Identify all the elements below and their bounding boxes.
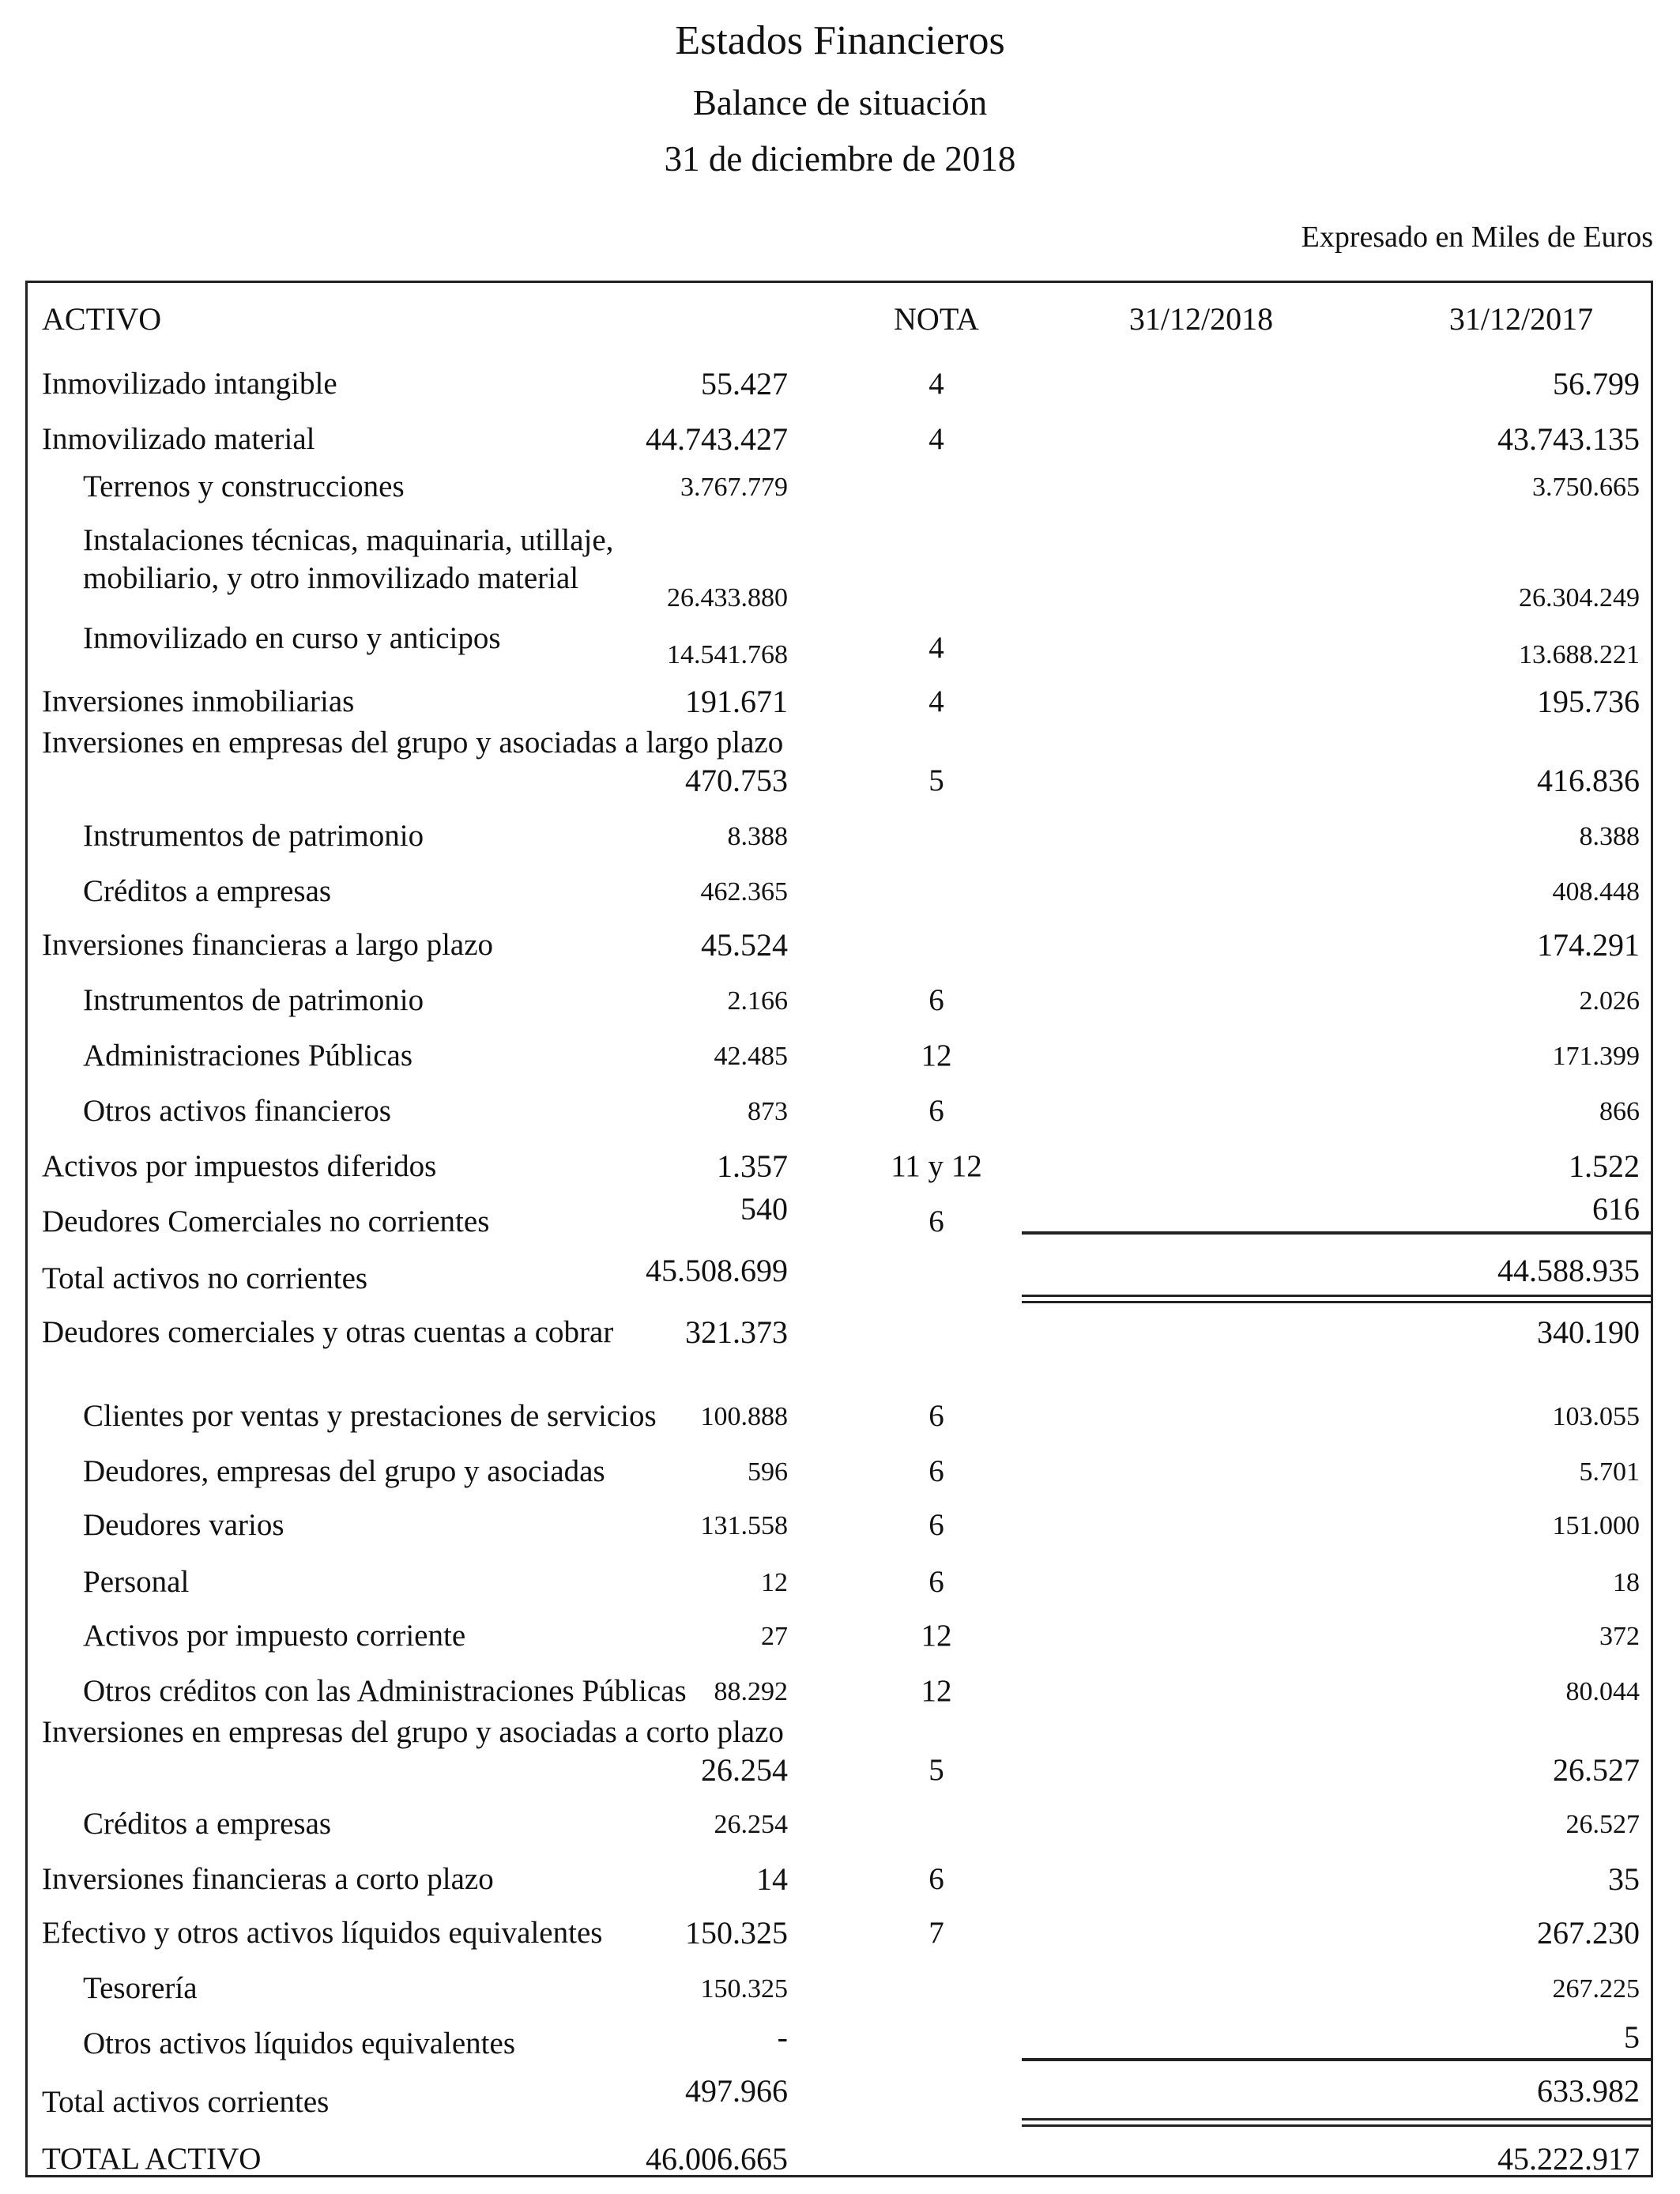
row-nota: 4 xyxy=(929,684,944,718)
header-2017: 31/12/2017 xyxy=(1448,301,1594,337)
row-label: Instalaciones técnicas, maquinaria, utillaje, mobiliario, y otro inmovilizado material xyxy=(83,523,614,595)
row-value-2018: 873 xyxy=(748,1097,788,1126)
total-underline xyxy=(1357,1301,1651,1303)
row-value-2017: 45.222.917 xyxy=(1497,2141,1640,2177)
row-value-2018: 100.888 xyxy=(700,1402,788,1431)
row-label: Instrumentos de patrimonio xyxy=(83,819,424,853)
header-2018: 31/12/2018 xyxy=(1128,301,1274,337)
row-nota: 4 xyxy=(929,631,944,665)
row-value-2017: 408.448 xyxy=(1552,877,1640,907)
row-label: Activos por impuestos diferidos xyxy=(42,1149,437,1183)
row-value-2018: 596 xyxy=(748,1457,788,1487)
document-title: Estados Financieros xyxy=(675,18,1005,63)
total-underline xyxy=(1357,2118,1651,2120)
row-value-2017: 44.588.935 xyxy=(1497,1253,1640,1288)
row-label: Inmovilizado en curso y anticipos xyxy=(83,621,501,655)
row-value-2018: - xyxy=(777,2019,788,2055)
row-nota: 6 xyxy=(929,983,944,1017)
row-label: Deudores varios xyxy=(83,1508,284,1542)
units-note: Expresado en Miles de Euros xyxy=(1301,221,1653,254)
row-value-2017: 43.743.135 xyxy=(1497,421,1640,457)
row-nota: 6 xyxy=(929,1454,944,1488)
row-value-2018: 44.743.427 xyxy=(646,421,788,457)
row-value-2017: 3.750.665 xyxy=(1532,473,1640,502)
row-value-2017: 5 xyxy=(1624,2019,1640,2055)
row-value-2018: 26.254 xyxy=(714,1810,788,1839)
row-value-2018: 191.671 xyxy=(685,684,788,719)
row-value-2018: 150.325 xyxy=(700,1974,788,2004)
row-value-2018: 131.558 xyxy=(700,1511,788,1540)
total-underline xyxy=(1022,1301,1369,1303)
row-value-2018: 26.433.880 xyxy=(667,583,788,613)
row-value-2017: 56.799 xyxy=(1553,366,1640,401)
row-nota: 6 xyxy=(929,1508,944,1542)
row-nota: 7 xyxy=(929,1916,944,1950)
row-value-2018: 42.485 xyxy=(714,1042,788,1071)
row-value-2018: 462.365 xyxy=(700,877,788,907)
row-value-2017: 633.982 xyxy=(1537,2073,1640,2109)
row-nota: 5 xyxy=(929,1753,944,1787)
row-value-2017: 195.736 xyxy=(1537,684,1640,719)
total-underline xyxy=(1357,2124,1651,2127)
row-nota: 6 xyxy=(929,1565,944,1599)
row-label: Inmovilizado intangible xyxy=(42,367,337,401)
row-nota: 12 xyxy=(921,1039,952,1072)
row-label: Inmovilizado material xyxy=(42,422,315,456)
row-label: Otros activos líquidos equivalentes xyxy=(83,2026,515,2060)
row-value-2018: 12 xyxy=(761,1568,788,1597)
total-underline xyxy=(1022,2118,1369,2120)
row-label: Otros activos financieros xyxy=(83,1094,391,1128)
row-label: Inversiones financieras a largo plazo xyxy=(42,928,494,962)
row-label: Total activos corrientes xyxy=(42,2085,330,2119)
row-nota: 4 xyxy=(929,367,944,401)
row-value-2017: 18 xyxy=(1613,1568,1640,1597)
row-value-2018: 26.254 xyxy=(701,1752,788,1788)
row-value-2018: 46.006.665 xyxy=(646,2141,788,2177)
row-value-2018: 540 xyxy=(740,1191,788,1227)
row-label: Instrumentos de patrimonio xyxy=(83,983,424,1017)
row-value-2018: 88.292 xyxy=(714,1677,788,1706)
row-nota: 4 xyxy=(929,422,944,456)
row-nota: 6 xyxy=(929,1862,944,1896)
row-value-2017: 35 xyxy=(1608,1861,1640,1897)
row-label: Deudores Comerciales no corrientes xyxy=(42,1204,490,1238)
row-nota: 12 xyxy=(921,1674,952,1708)
total-underline xyxy=(1022,1231,1369,1235)
row-value-2017: 151.000 xyxy=(1552,1511,1640,1540)
row-label: Otros créditos con las Administraciones Públicas xyxy=(83,1674,687,1708)
row-label: Inversiones en empresas del grupo y asociadas a largo plazo xyxy=(42,726,784,760)
row-label: TOTAL ACTIVO xyxy=(42,2142,262,2176)
row-value-2017: 8.388 xyxy=(1579,822,1640,851)
row-value-2017: 1.522 xyxy=(1569,1148,1640,1184)
header-activo: ACTIVO xyxy=(42,301,162,337)
row-value-2017: 171.399 xyxy=(1552,1042,1640,1071)
row-value-2018: 3.767.779 xyxy=(680,473,788,502)
row-value-2017: 267.230 xyxy=(1537,1915,1640,1951)
row-value-2018: 150.325 xyxy=(685,1915,788,1951)
row-label: Efectivo y otros activos líquidos equivalentes xyxy=(42,1916,603,1950)
row-nota: 5 xyxy=(929,763,944,797)
row-value-2017: 13.688.221 xyxy=(1519,640,1640,669)
row-label: Activos por impuesto corriente xyxy=(83,1619,466,1653)
row-label: Personal xyxy=(83,1565,190,1599)
balance-table xyxy=(25,281,1653,2177)
row-label: Tesorería xyxy=(83,1971,198,2005)
document-subtitle: Balance de situación xyxy=(692,83,988,123)
row-value-2017: 80.044 xyxy=(1565,1677,1640,1706)
row-label: Deudores, empresas del grupo y asociadas xyxy=(83,1454,605,1488)
row-value-2017: 866 xyxy=(1599,1097,1640,1126)
total-underline xyxy=(1022,2058,1369,2061)
total-underline xyxy=(1357,2058,1651,2061)
row-value-2018: 45.508.699 xyxy=(646,1253,788,1288)
row-value-2017: 103.055 xyxy=(1552,1402,1640,1431)
total-underline xyxy=(1022,2124,1369,2127)
row-value-2017: 2.026 xyxy=(1579,986,1640,1016)
row-nota: 11 y 12 xyxy=(891,1149,982,1183)
row-value-2017: 5.701 xyxy=(1579,1457,1640,1487)
row-value-2018: 1.357 xyxy=(717,1148,788,1184)
row-label: Total activos no corrientes xyxy=(42,1261,368,1295)
total-underline xyxy=(1357,1295,1651,1297)
total-underline xyxy=(1357,1231,1651,1235)
row-label: Créditos a empresas xyxy=(83,1807,332,1841)
row-label: Créditos a empresas xyxy=(83,874,332,908)
row-value-2018: 14 xyxy=(756,1861,788,1897)
row-value-2018: 8.388 xyxy=(727,822,788,851)
row-label: Inversiones en empresas del grupo y asociadas a corto plazo xyxy=(42,1715,784,1749)
row-value-2018: 470.753 xyxy=(685,763,788,798)
row-value-2017: 174.291 xyxy=(1537,927,1640,963)
row-value-2018: 45.524 xyxy=(701,927,788,963)
row-value-2017: 616 xyxy=(1592,1191,1640,1227)
row-value-2017: 416.836 xyxy=(1537,763,1640,798)
row-label: Clientes por ventas y prestaciones de servicios xyxy=(83,1399,657,1433)
row-value-2018: 14.541.768 xyxy=(667,640,788,669)
total-underline xyxy=(1022,1295,1369,1297)
row-value-2017: 26.527 xyxy=(1565,1810,1640,1839)
row-label: Inversiones financieras a corto plazo xyxy=(42,1862,494,1896)
row-value-2017: 340.190 xyxy=(1537,1314,1640,1350)
row-value-2017: 26.527 xyxy=(1553,1752,1640,1788)
row-value-2018: 321.373 xyxy=(685,1314,788,1350)
row-nota: 6 xyxy=(929,1094,944,1128)
row-label: Inversiones inmobiliarias xyxy=(42,684,355,718)
row-value-2017: 267.225 xyxy=(1552,1974,1640,2004)
row-label: Deudores comerciales y otras cuentas a cobrar xyxy=(42,1315,614,1349)
row-nota: 6 xyxy=(929,1399,944,1433)
row-label: Terrenos y construcciones xyxy=(83,469,405,503)
document-date: 31 de diciembre de 2018 xyxy=(664,139,1016,179)
row-value-2018: 2.166 xyxy=(727,986,788,1016)
row-nota: 12 xyxy=(921,1619,952,1653)
header-nota: NOTA xyxy=(894,301,979,337)
row-label: Administraciones Públicas xyxy=(83,1039,413,1072)
row-value-2018: 55.427 xyxy=(701,366,788,401)
row-nota: 6 xyxy=(929,1204,944,1238)
row-value-2018: 497.966 xyxy=(685,2073,788,2109)
row-value-2018: 27 xyxy=(761,1622,788,1651)
row-value-2017: 26.304.249 xyxy=(1519,583,1640,613)
row-value-2017: 372 xyxy=(1599,1622,1640,1651)
